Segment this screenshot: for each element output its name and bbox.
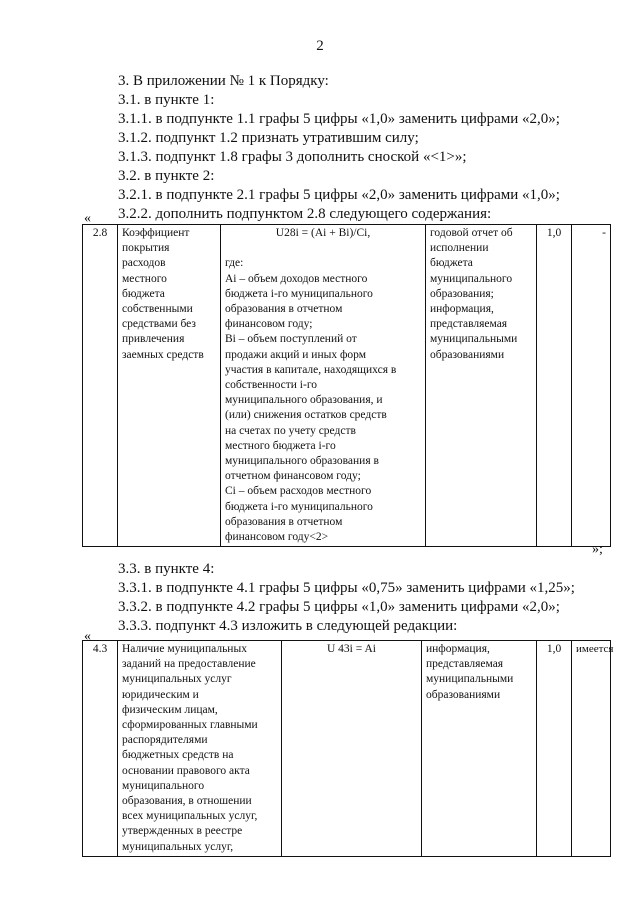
- indicator-name-line: муниципальных услуг,: [122, 840, 234, 853]
- indicator-name-line: местного: [122, 272, 167, 285]
- indicator-name-line: утвержденных в реестре: [122, 825, 243, 838]
- formula-cell: [221, 225, 426, 547]
- closing-quote-1: »;: [592, 542, 603, 557]
- indicator-name-line: расходов: [122, 257, 166, 270]
- formula-line: бюджета i-го муниципального: [225, 287, 373, 300]
- indicator-name-line: физическим лицам,: [122, 703, 218, 716]
- data-source-line: образованиями: [430, 348, 505, 361]
- indicator-name-line: юридическим и: [122, 688, 199, 701]
- indicator-name-line: Наличие муниципальных: [122, 643, 247, 655]
- table-row: [83, 225, 611, 547]
- table-4-3: [82, 640, 614, 857]
- target-value: -: [572, 225, 611, 547]
- indicator-name: [118, 641, 282, 857]
- indicator-name-line: заемных средств: [122, 348, 204, 361]
- formula-line: бюджета i-го муниципального: [225, 500, 373, 513]
- weight: 1,0: [537, 641, 572, 857]
- paragraph-3-2: 3.2. в пункте 2:: [118, 168, 215, 184]
- paragraph-3-3: 3.3. в пункте 4:: [118, 561, 215, 577]
- data-source-line: бюджета: [430, 257, 473, 270]
- indicator-name: [118, 225, 221, 547]
- data-source-line: представляемая: [430, 318, 508, 331]
- paragraph-3-1-1: 3.1.1. в подпункте 1.1 графы 5 цифры «1,0» заменить цифрами «2,0»;: [118, 111, 560, 127]
- indicator-name-line: покрытия: [122, 242, 170, 255]
- formula-line: Ai – объем доходов местного: [225, 272, 368, 285]
- data-source-line: образования;: [430, 287, 494, 300]
- data-source-line: информация,: [430, 303, 494, 316]
- indicator-name-line: образования, в отношении: [122, 795, 252, 808]
- indicator-name-line: бюджета: [122, 287, 165, 300]
- formula-line: местного бюджета i-го: [225, 439, 336, 452]
- formula-line: муниципального образования, и: [225, 394, 383, 407]
- formula-cell: U 43i = Ai: [282, 641, 422, 857]
- data-source-line: информация,: [426, 643, 490, 655]
- paragraph-3-1: 3.1. в пункте 1:: [118, 92, 215, 108]
- formula-line: финансовом году<2>: [225, 531, 329, 544]
- paragraph-3-3-2: 3.3.2. в подпункте 4.2 графы 5 цифры «1,0» заменить цифрами «2,0»;: [118, 599, 560, 615]
- indicator-name-line: бюджетных средств на: [122, 749, 234, 762]
- weight: 1,0: [537, 225, 572, 547]
- formula-line: на счетах по учету средств: [225, 424, 356, 437]
- paragraph-3-2-1: 3.2.1. в подпункте 2.1 графы 5 цифры «2,0» заменить цифрами «1,0»;: [118, 187, 560, 203]
- indicator-name-line: привлечения: [122, 333, 185, 346]
- formula-main: U28i = (Ai + Bi)/Ci,: [275, 227, 371, 239]
- target-value: имеется: [572, 641, 611, 857]
- data-source: [426, 225, 537, 547]
- data-source-line: муниципального: [430, 272, 513, 285]
- formula-line: Bi – объем поступлений от: [225, 333, 357, 346]
- indicator-name-line: муниципального: [122, 779, 205, 792]
- formula-line: образования в отчетном: [225, 515, 343, 528]
- indicator-name-line: муниципальных услуг: [122, 673, 232, 686]
- paragraph-3-3-1: 3.3.1. в подпункте 4.1 графы 5 цифры «0,75» заменить цифрами «1,25»;: [118, 580, 575, 596]
- opening-quote-2: «: [84, 629, 91, 644]
- data-source: [422, 641, 537, 857]
- table-row: [83, 641, 611, 857]
- data-source-line: муниципальными: [426, 673, 514, 686]
- formula-line: продажи акций и иных форм: [225, 348, 367, 361]
- indicator-name-line: всех муниципальных услуг,: [122, 810, 258, 823]
- formula-line: где:: [225, 257, 244, 270]
- formula-line: финансовом году;: [225, 318, 313, 331]
- row-number: 2.8: [83, 225, 118, 547]
- data-source-line: образованиями: [426, 688, 501, 701]
- data-source-line: годовой отчет об: [430, 227, 513, 239]
- paragraph-3-2-2: 3.2.2. дополнить подпунктом 2.8 следующего содержания:: [118, 206, 492, 222]
- data-source-line: исполнении: [430, 242, 489, 255]
- paragraph-3: 3. В приложении № 1 к Порядку:: [118, 73, 329, 89]
- paragraph-3-3-3: 3.3.3. подпункт 4.3 изложить в следующей редакции:: [118, 618, 458, 634]
- indicator-name-line: заданий на предоставление: [122, 658, 256, 671]
- row-number: 4.3: [83, 641, 118, 857]
- indicator-name-line: собственными: [122, 303, 193, 316]
- formula-line: (или) снижения остатков средств: [225, 409, 387, 422]
- opening-quote-1: «: [84, 211, 91, 226]
- table-2-8: [82, 224, 611, 547]
- indicator-name-line: сформированных главными: [122, 719, 258, 732]
- indicator-name-line: основании правового акта: [122, 764, 250, 777]
- formula-line: Ci – объем расходов местного: [225, 485, 372, 498]
- data-source-line: муниципальными: [430, 333, 518, 346]
- formula-line: собственности i-го: [225, 379, 318, 392]
- formula-line: отчетном финансовом году;: [225, 470, 361, 483]
- indicator-name-line: распорядителями: [122, 734, 208, 747]
- formula-line: образования в отчетном: [225, 303, 343, 316]
- page-number: 2: [316, 38, 324, 54]
- paragraph-3-1-2: 3.1.2. подпункт 1.2 признать утратившим силу;: [118, 130, 419, 146]
- formula-line: [225, 241, 421, 256]
- paragraph-3-1-3: 3.1.3. подпункт 1.8 графы 3 дополнить сноской «<1>»;: [118, 149, 467, 165]
- indicator-name-line: средствами без: [122, 318, 196, 331]
- data-source-line: представляемая: [426, 658, 504, 671]
- indicator-name-line: Коэффициент: [122, 227, 190, 239]
- formula-line: муниципального образования в: [225, 455, 379, 468]
- formula-line: участия в капитале, находящихся в: [225, 363, 397, 376]
